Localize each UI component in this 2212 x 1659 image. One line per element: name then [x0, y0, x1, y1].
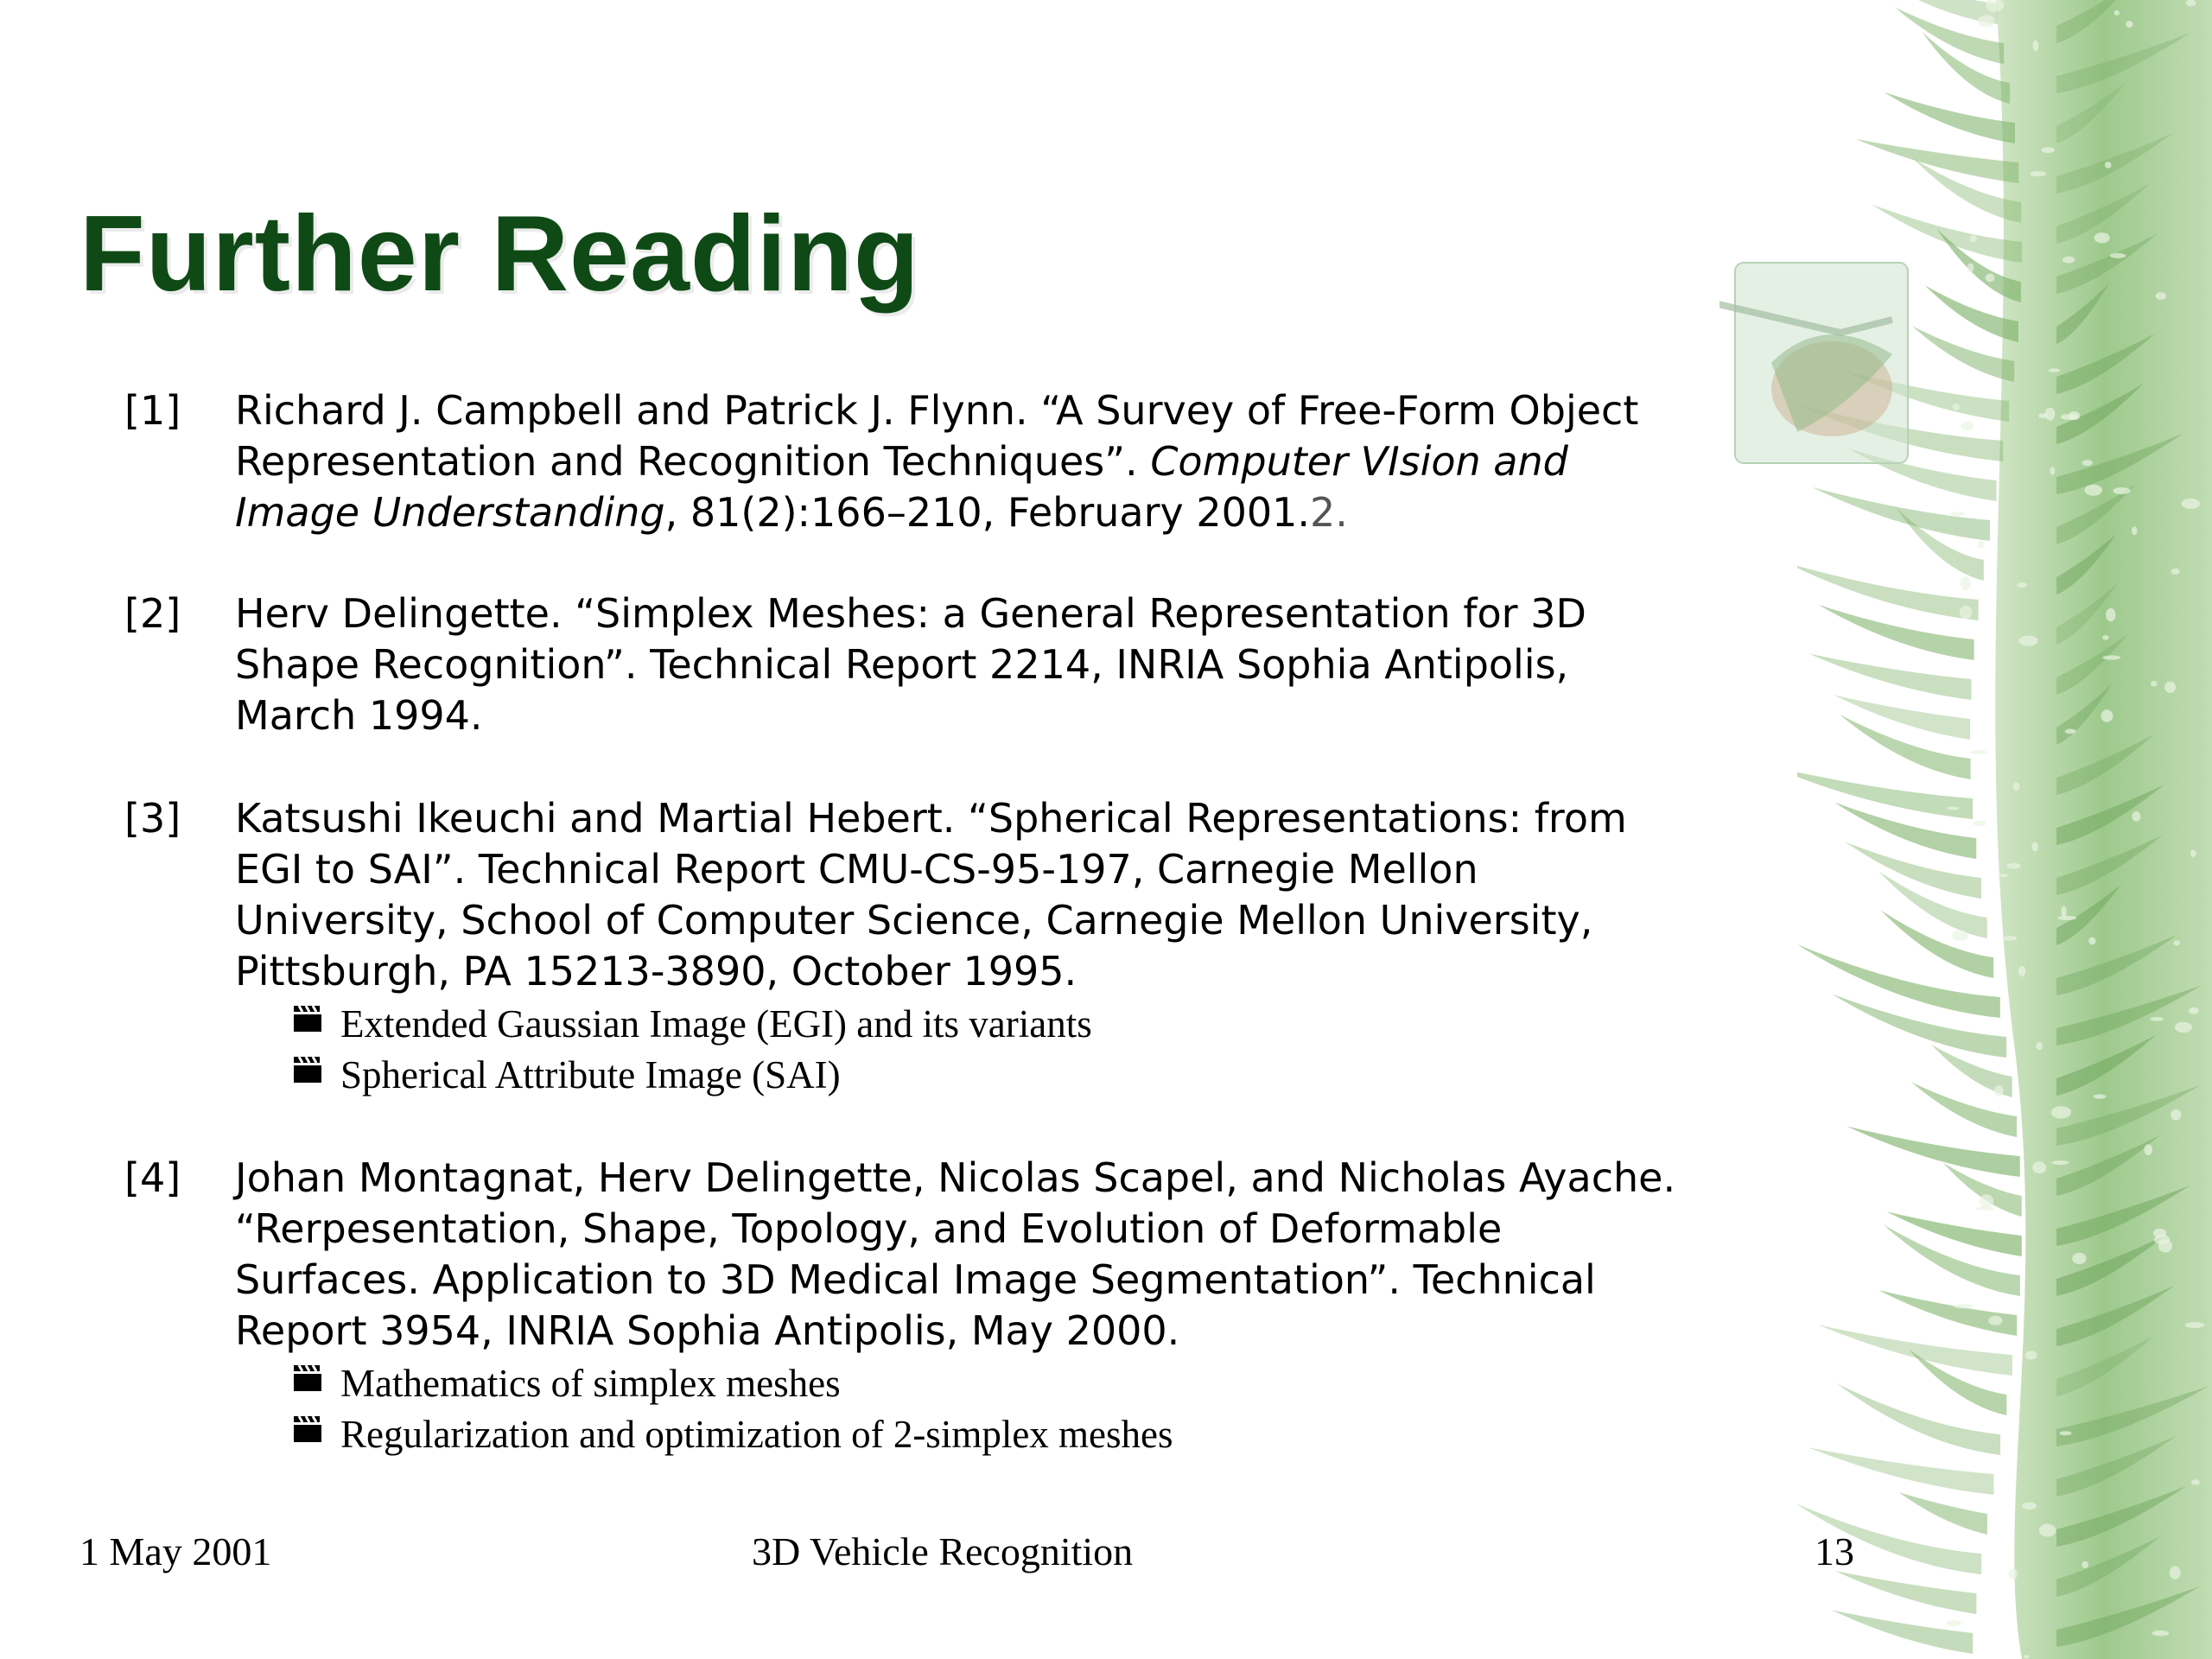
subitem-text: Regularization and optimization of 2-simplex meshes	[340, 1413, 1173, 1456]
foliage-speckle	[1969, 235, 1977, 242]
fern-frond	[1856, 0, 1998, 24]
reference-line: Report 3954, INRIA Sophia Antipolis, May 2000.	[235, 1307, 1180, 1354]
foliage-speckle	[1947, 1620, 1961, 1626]
reference-line: Katsushi Ikeuchi and Martial Hebert. “Spherical Representations: from	[235, 795, 1627, 842]
foliage-speckle	[2085, 485, 2103, 496]
foliage-speckle	[2191, 1479, 2200, 1484]
foliage-speckle	[2181, 499, 2200, 509]
reference-line: University, School of Computer Science, Carnegie Mellon University,	[235, 897, 1593, 944]
foliage-speckle	[1998, 874, 2008, 877]
foliage-speckle	[2025, 1351, 2037, 1359]
foliage-speckle	[2039, 1524, 2056, 1537]
foliage-speckle	[2032, 1161, 2046, 1173]
foliage-speckle	[2060, 1431, 2072, 1435]
foliage-speckle	[2174, 940, 2181, 945]
reference-number: [4]	[124, 1154, 181, 1201]
foliage-speckle	[2105, 162, 2112, 168]
subitem-text: Spherical Attribute Image (SAI)	[340, 1053, 841, 1096]
foliage-speckle	[1953, 404, 1960, 410]
clapperboard-icon	[292, 1413, 323, 1444]
foliage-speckle	[2102, 635, 2109, 640]
foliage-speckle	[2030, 171, 2045, 176]
reference-3	[124, 793, 1792, 1101]
subitem-text: Extended Gaussian Image (EGI) and its variants	[340, 1002, 1092, 1046]
foliage-speckle	[1978, 15, 1994, 27]
foliage-speckle	[2175, 1022, 2192, 1033]
foliage-speckle	[2126, 21, 2133, 28]
reference-text	[235, 588, 1792, 741]
reference-line: Herv Delingette. “Simplex Meshes: a General Representation for 3D	[235, 590, 1586, 637]
fern-frond	[1899, 1492, 1987, 1535]
reference-line-text: Representation and Recognition Techniques”.	[235, 438, 1151, 485]
foliage-speckle	[2050, 467, 2055, 474]
foliage-speckle	[2185, 1322, 2205, 1328]
reference-suffix: 2.	[1310, 489, 1348, 536]
list-item	[292, 1358, 1792, 1409]
reference-1	[124, 385, 1792, 538]
foliage-speckle	[2042, 147, 2055, 153]
foliage-speckle	[2132, 811, 2140, 822]
foliage-speckle	[1947, 806, 1959, 810]
foliage-speckle	[2088, 938, 2095, 945]
reference-line: Shape Recognition”. Technical Report 2214, INRIA Sophia Antipolis,	[235, 641, 1569, 688]
clapperboard-icon	[292, 1053, 323, 1084]
fern-frond	[1797, 563, 1979, 620]
reference-number: [2]	[124, 590, 181, 637]
foliage-speckle	[2156, 292, 2166, 300]
foliage-speckle	[2006, 863, 2020, 869]
foliage-speckle	[2082, 1561, 2088, 1568]
foliage-speckle	[1988, 1316, 2002, 1325]
foliage-speckle	[2094, 232, 2110, 243]
foliage-speckle	[2164, 682, 2176, 693]
fern-frond	[1834, 695, 1970, 740]
foliage-speckle	[2101, 709, 2113, 721]
foliage-speckle	[2051, 1106, 2071, 1118]
fern-frond	[1797, 766, 1973, 819]
fern-frond	[1818, 1325, 2012, 1376]
foliage-speckle	[2031, 842, 2037, 851]
foliage-speckle	[2144, 1144, 2152, 1155]
foliage-speckle	[2152, 1630, 2170, 1637]
journal-name: Image Understanding	[235, 489, 665, 536]
foliage-speckle	[1950, 512, 1965, 516]
reference-line	[235, 436, 1792, 487]
fern-frond	[1808, 1447, 1994, 1495]
foliage-speckle	[2061, 906, 2066, 917]
foliage-speckle	[2024, 1655, 2029, 1658]
reference-line: EGI to SAI”. Technical Report CMU-CS-95-197, Carnegie Mellon	[235, 846, 1478, 893]
foliage-speckle	[1954, 1304, 1974, 1308]
reference-subitems	[292, 1358, 1792, 1460]
foliage-speckle	[2170, 1566, 2181, 1579]
reference-4	[124, 1153, 1792, 1460]
list-item	[292, 1409, 1792, 1460]
footer-date: 1 May 2001	[79, 1529, 272, 1573]
foliage-speckle	[2052, 1160, 2069, 1165]
foliage-speckle	[2189, 1007, 2199, 1014]
reference-line: Richard J. Campbell and Patrick J. Flynn. “A Survey of Free-Form Object	[235, 387, 1639, 434]
foliage-speckle	[1978, 541, 1985, 549]
foliage-speckle	[2049, 368, 2060, 372]
foliage-speckle	[2065, 729, 2076, 734]
reference-text	[235, 793, 1792, 997]
list-item	[292, 999, 1792, 1050]
reference-line: Surfaces. Application to 3D Medical Image Segmentation”. Technical	[235, 1256, 1596, 1303]
foliage-speckle	[2106, 608, 2115, 621]
foliage-speckle	[1960, 606, 1972, 620]
footer-title: 3D Vehicle Recognition	[752, 1529, 1134, 1573]
foliage-speckle	[2151, 681, 2158, 687]
foliage-speckle	[2171, 1109, 2181, 1121]
reference-line: March 1994.	[235, 692, 483, 739]
page-number: 13	[1815, 1529, 1854, 1573]
foliage-speckle	[2110, 253, 2126, 258]
foliage-speckle	[2114, 10, 2120, 16]
fern-frond	[1887, 1211, 2022, 1256]
list-item	[292, 1050, 1792, 1101]
foliage-speckle	[2102, 655, 2120, 659]
journal-name: Computer VIsion and	[1150, 438, 1568, 485]
foliage-speckle	[1961, 422, 1974, 430]
foliage-speckle	[2061, 414, 2078, 420]
reference-subitems	[292, 999, 1792, 1101]
reference-number: [1]	[124, 387, 181, 434]
foliage-speckle	[2072, 1253, 2086, 1264]
subitem-text: Mathematics of simplex meshes	[340, 1362, 841, 1405]
reference-line: Johan Montagnat, Herv Delingette, Nicolas Scapel, and Nicholas Ayache.	[235, 1154, 1676, 1201]
fern-frond	[1832, 1610, 1973, 1654]
reference-line	[235, 487, 1792, 538]
foliage-speckle	[2038, 413, 2047, 418]
foliage-speckle	[2022, 1502, 2037, 1510]
clapperboard-icon	[292, 1362, 323, 1393]
foliage-speckle	[2009, 1568, 2018, 1580]
fern-frond	[1847, 1126, 2020, 1177]
fern-foliage-decoration	[1797, 0, 2212, 1659]
page-title: Further Reading	[79, 194, 920, 314]
foliage-speckle	[2094, 1094, 2107, 1098]
foliage-speckle	[2113, 487, 2130, 494]
reference-number: [3]	[124, 795, 181, 842]
clapperboard-icon	[292, 1002, 323, 1033]
foliage-speckle	[2018, 966, 2025, 977]
foliage-speckle	[2013, 782, 2020, 791]
foliage-speckle	[1967, 264, 1974, 273]
foliage-speckle	[1961, 577, 1971, 591]
foliage-speckle	[2045, 408, 2056, 421]
foliage-speckle	[1980, 1194, 1994, 1208]
reference-line-text: , 81(2):166–210, February 2001.	[664, 489, 1311, 536]
foliage-speckle	[2018, 636, 2037, 646]
reference-2	[124, 588, 1792, 741]
reference-line: Pittsburgh, PA 15213-3890, October 1995.	[235, 948, 1077, 995]
foliage-speckle	[2032, 40, 2038, 51]
reference-text	[235, 1153, 1792, 1357]
foliage-speckle	[2171, 569, 2179, 575]
fern-frond	[1809, 654, 1972, 700]
fern-frond	[1834, 1571, 1976, 1614]
foliage-speckle	[2150, 1017, 2164, 1021]
fern-frond	[1878, 1290, 2017, 1336]
foliage-speckle	[2132, 526, 2138, 535]
foliage-speckle	[1986, 274, 1995, 283]
foliage-speckle	[2057, 916, 2076, 920]
foliage-speckle	[2154, 1235, 2170, 1244]
foliage-speckle	[1994, 1085, 2003, 1096]
fern-fronds	[1797, 0, 2212, 1659]
foliage-speckle	[1952, 930, 1968, 940]
foliage-speckle	[2036, 1042, 2043, 1050]
foliage-speckle	[2063, 257, 2075, 264]
reference-text	[235, 385, 1792, 538]
foliage-speckle	[1970, 750, 1987, 754]
foliage-speckle	[2082, 460, 2093, 466]
foliage-speckle	[2190, 849, 2196, 857]
foliage-speckle	[2017, 582, 2027, 588]
fern-frond	[1884, 92, 2015, 143]
foliage-speckle	[1974, 821, 1986, 827]
foliage-speckle	[2002, 936, 2017, 940]
reference-line: “Rerpesentation, Shape, Topology, and Evolution of Deformable	[235, 1205, 1503, 1252]
